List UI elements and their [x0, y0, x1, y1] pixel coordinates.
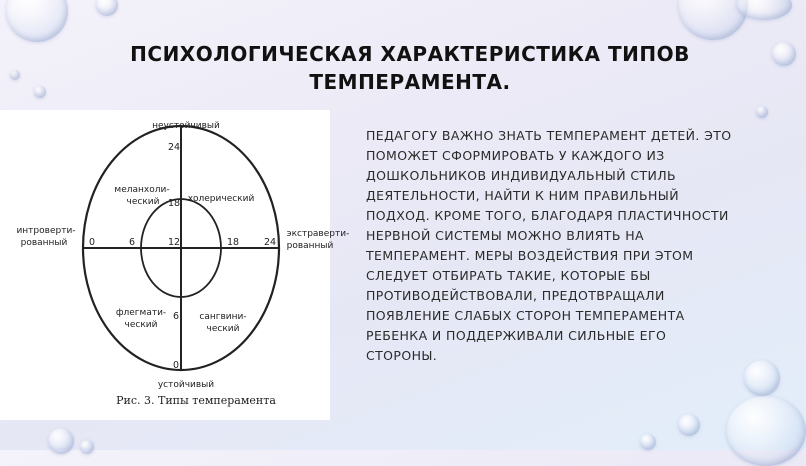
body-paragraph: ПЕДАГОГУ ВАЖНО ЗНАТЬ ТЕМПЕРАМЕНТ ДЕТЕЙ. ЭТО ПОМОЖЕТ СФОРМИРОВАТЬ У КАЖДОГО ИЗ ДОШКОЛЬНИКОВ ИНДИВИДУАЛЬНЫЙ СТИЛЬ ДЕЯТЕЛЬНОСТИ, НАЙТИ К НИМ ПРАВИЛЬНЫЙ ПОДХОД. КРОМЕ ТОГО, БЛАГОДАРЯ ПЛАСТИЧНОСТИ НЕРВНОЙ СИСТЕМЫ МОЖНО ВЛИЯТЬ НА ТЕМПЕРАМЕНТ. МЕРЫ ВОЗДЕЙСТВИЯ ПРИ ЭТОМ СЛЕДУЕТ ОТБИРАТЬ ТАКИЕ, КОТОРЫЕ БЫ ПРОТИВОДЕЙСТВОВАЛИ, ПРЕДОТВРАЩАЛИ ПОЯВЛЕНИЕ СЛАБЫХ СТОРОН ТЕМПЕРАМЕНТА РЕБЕНКА И ПОДДЕРЖИВАЛИ СИЛЬНЫЕ ЕГО СТОРОНЫ. [366, 128, 732, 363]
scale-inner-left-6: 6 [128, 237, 136, 248]
bubble-decoration [80, 440, 94, 454]
quadrant-sanguine-2: ческий [206, 324, 240, 334]
scale-top-24: 24 [167, 142, 181, 153]
quadrant-sanguine-1: сангвини- [199, 312, 247, 322]
slide-title [60, 40, 760, 96]
scale-inner-bottom-6: 6 [172, 311, 180, 322]
temperament-diagram [0, 110, 350, 420]
quadrant-melancholic-2: ческий [126, 197, 160, 207]
bubble-decoration [744, 360, 780, 396]
label-extraverted-2: рованный [286, 241, 334, 251]
slide-title-line-2: ТЕМПЕРАМЕНТА. [309, 70, 511, 94]
temperament-figure [0, 110, 350, 420]
scale-bottom-0: 0 [172, 360, 180, 371]
label-introverted-2: рованный [20, 238, 68, 248]
scale-right-24: 24 [263, 237, 277, 248]
bubble-decoration [48, 428, 74, 454]
bubble-decoration [678, 414, 700, 436]
label-stable: устойчивый [157, 380, 215, 390]
bubble-decoration [640, 434, 656, 450]
scale-inner-right-18: 18 [226, 237, 240, 248]
bubble-decoration [96, 0, 118, 16]
bubble-decoration [726, 396, 806, 466]
quadrant-melancholic-1: меланхоли- [114, 185, 170, 195]
quadrant-phlegmatic-2: ческий [124, 320, 158, 330]
figure-caption: Рис. 3. Типы темперамента [116, 394, 276, 407]
quadrant-phlegmatic-1: флегмати- [115, 308, 167, 318]
slide-title-line-1: ПСИХОЛОГИЧЕСКАЯ ХАРАКТЕРИСТИКА ТИПОВ [130, 42, 690, 66]
bubble-decoration [772, 42, 796, 66]
quadrant-choleric: холерический [187, 194, 255, 204]
bubble-decoration [10, 70, 20, 80]
scale-inner-top-18: 18 [167, 198, 181, 209]
scale-left-0: 0 [88, 237, 96, 248]
label-extraverted-1: экстраверти- [286, 229, 350, 239]
scale-center-12: 12 [167, 237, 181, 248]
bubble-decoration [6, 0, 68, 42]
bubble-decoration [34, 86, 46, 98]
label-introverted-1: интроверти- [16, 226, 76, 236]
label-unstable: неустойчивый [152, 121, 220, 131]
bubble-decoration [756, 106, 768, 118]
